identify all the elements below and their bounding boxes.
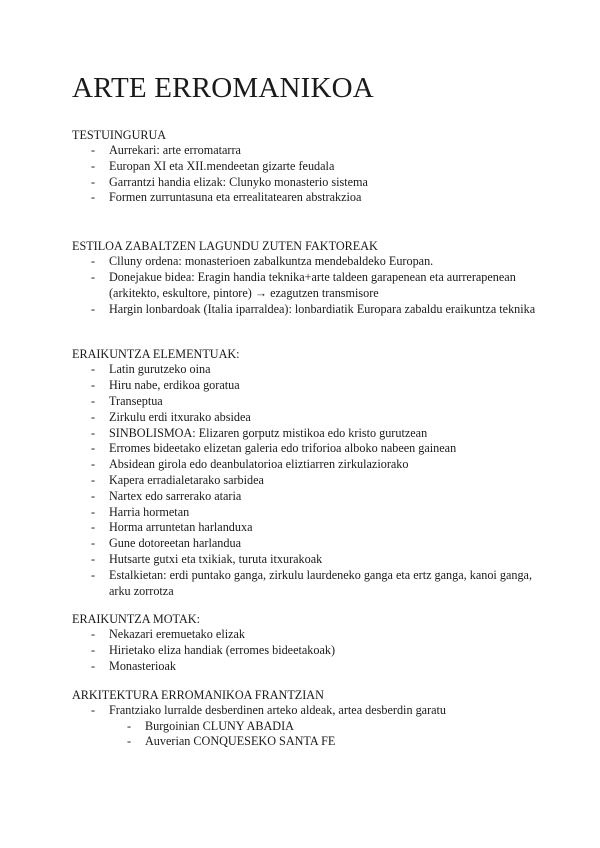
sub-bullet-list (72, 719, 542, 751)
document-page (72, 70, 542, 750)
section-heading: TESTUINGURUA (72, 128, 167, 142)
list-item: - Absidean girola edo deanbulatorioa eliztiarren zirkulaziorako (72, 457, 542, 473)
list-item: - Transeptua (72, 394, 542, 410)
list-item: - Hutsarte gutxi eta txikiak, turuta itxurakoak (72, 552, 542, 568)
list-item: - Horma arruntetan harlanduxa (72, 520, 542, 536)
bullet-list (72, 627, 542, 674)
section-heading: ARKITEKTURA ERROMANIKOA FRANTZIAN (72, 687, 324, 702)
section-heading: ERAIKUNTZA ELEMENTUAK: (72, 347, 240, 362)
list-item: - Gune dotoreetan harlandua (72, 536, 542, 552)
list-item: - Estalkietan: erdi puntako ganga, zirkulu laurdeneko ganga eta ertz ganga, kanoi ganga, arku zorrotza (72, 568, 542, 600)
section-testuingurua (72, 127, 542, 206)
section-arkitektura-frantzian (72, 687, 542, 750)
section-faktoreak (72, 238, 542, 317)
list-item: - Clluny ordena: monasterioen zabalkuntza mendebaldeko Europan. (72, 254, 542, 270)
list-item: - Europan XI eta XII.mendeetan gizarte feudala (72, 159, 542, 175)
list-item: - Formen zurruntasuna eta errealitatearen abstrakzioa (72, 190, 542, 206)
spacer (72, 317, 542, 346)
bullet-list (72, 143, 542, 206)
section-heading: ESTILOA ZABALTZEN LAGUNDU ZUTEN FAKTOREAK (72, 239, 378, 254)
list-item: - Erromes bideetako elizetan galeria edo triforioa alboko nabeen gainean (72, 441, 542, 457)
sub-list-item: - Burgoinian CLUNY ABADIA (72, 719, 542, 735)
bullet-list (72, 703, 542, 719)
section-heading: ERAIKUNTZA MOTAK: (72, 612, 200, 627)
list-item: - Monasterioak (72, 659, 542, 675)
list-item: - Harria hormetan (72, 505, 542, 521)
list-item: - Hargin lonbardoak (Italia iparraldea): lonbardiatik Europara zabaldu eraikuntza teknika (72, 302, 542, 318)
list-item: - Hirietako eliza handiak (erromes bideetakoak) (72, 643, 542, 659)
spacer (72, 599, 542, 611)
list-item: - Kapera erradialetarako sarbidea (72, 473, 542, 489)
list-item: - Latin gurutzeko oina (72, 362, 542, 378)
list-item: - Garrantzi handia elizak: Clunyko monasterio sistema (72, 175, 542, 191)
list-item: - Hiru nabe, erdikoa goratua (72, 378, 542, 394)
section-eraikuntza-elementuak (72, 346, 542, 599)
bullet-list (72, 254, 542, 317)
list-item: - Nartex edo sarrerako ataria (72, 489, 542, 505)
spacer (72, 675, 542, 687)
page-title: ARTE ERROMANIKOA (72, 72, 374, 104)
spacer (72, 206, 542, 238)
section-eraikuntza-motak (72, 611, 542, 674)
list-item: - Frantziako lurralde desberdinen arteko aldeak, artea desberdin garatu (72, 703, 542, 719)
list-item: - SINBOLISMOA: Elizaren gorputz mistikoa edo kristo gurutzean (72, 426, 542, 442)
list-item: - Zirkulu erdi itxurako absidea (72, 410, 542, 426)
list-item: - Donejakue bidea: Eragin handia teknika+arte taldeen garapenean eta aurrerapenean (arkitekto, eskultore, pintore) → ezagutzen transmisore (72, 270, 542, 302)
list-item: - Nekazari eremuetako elizak (72, 627, 542, 643)
list-item: - Aurrekari: arte erromatarra (72, 143, 542, 159)
bullet-list (72, 362, 542, 599)
sub-list-item: - Auverian CONQUESEKO SANTA FE (72, 734, 542, 750)
